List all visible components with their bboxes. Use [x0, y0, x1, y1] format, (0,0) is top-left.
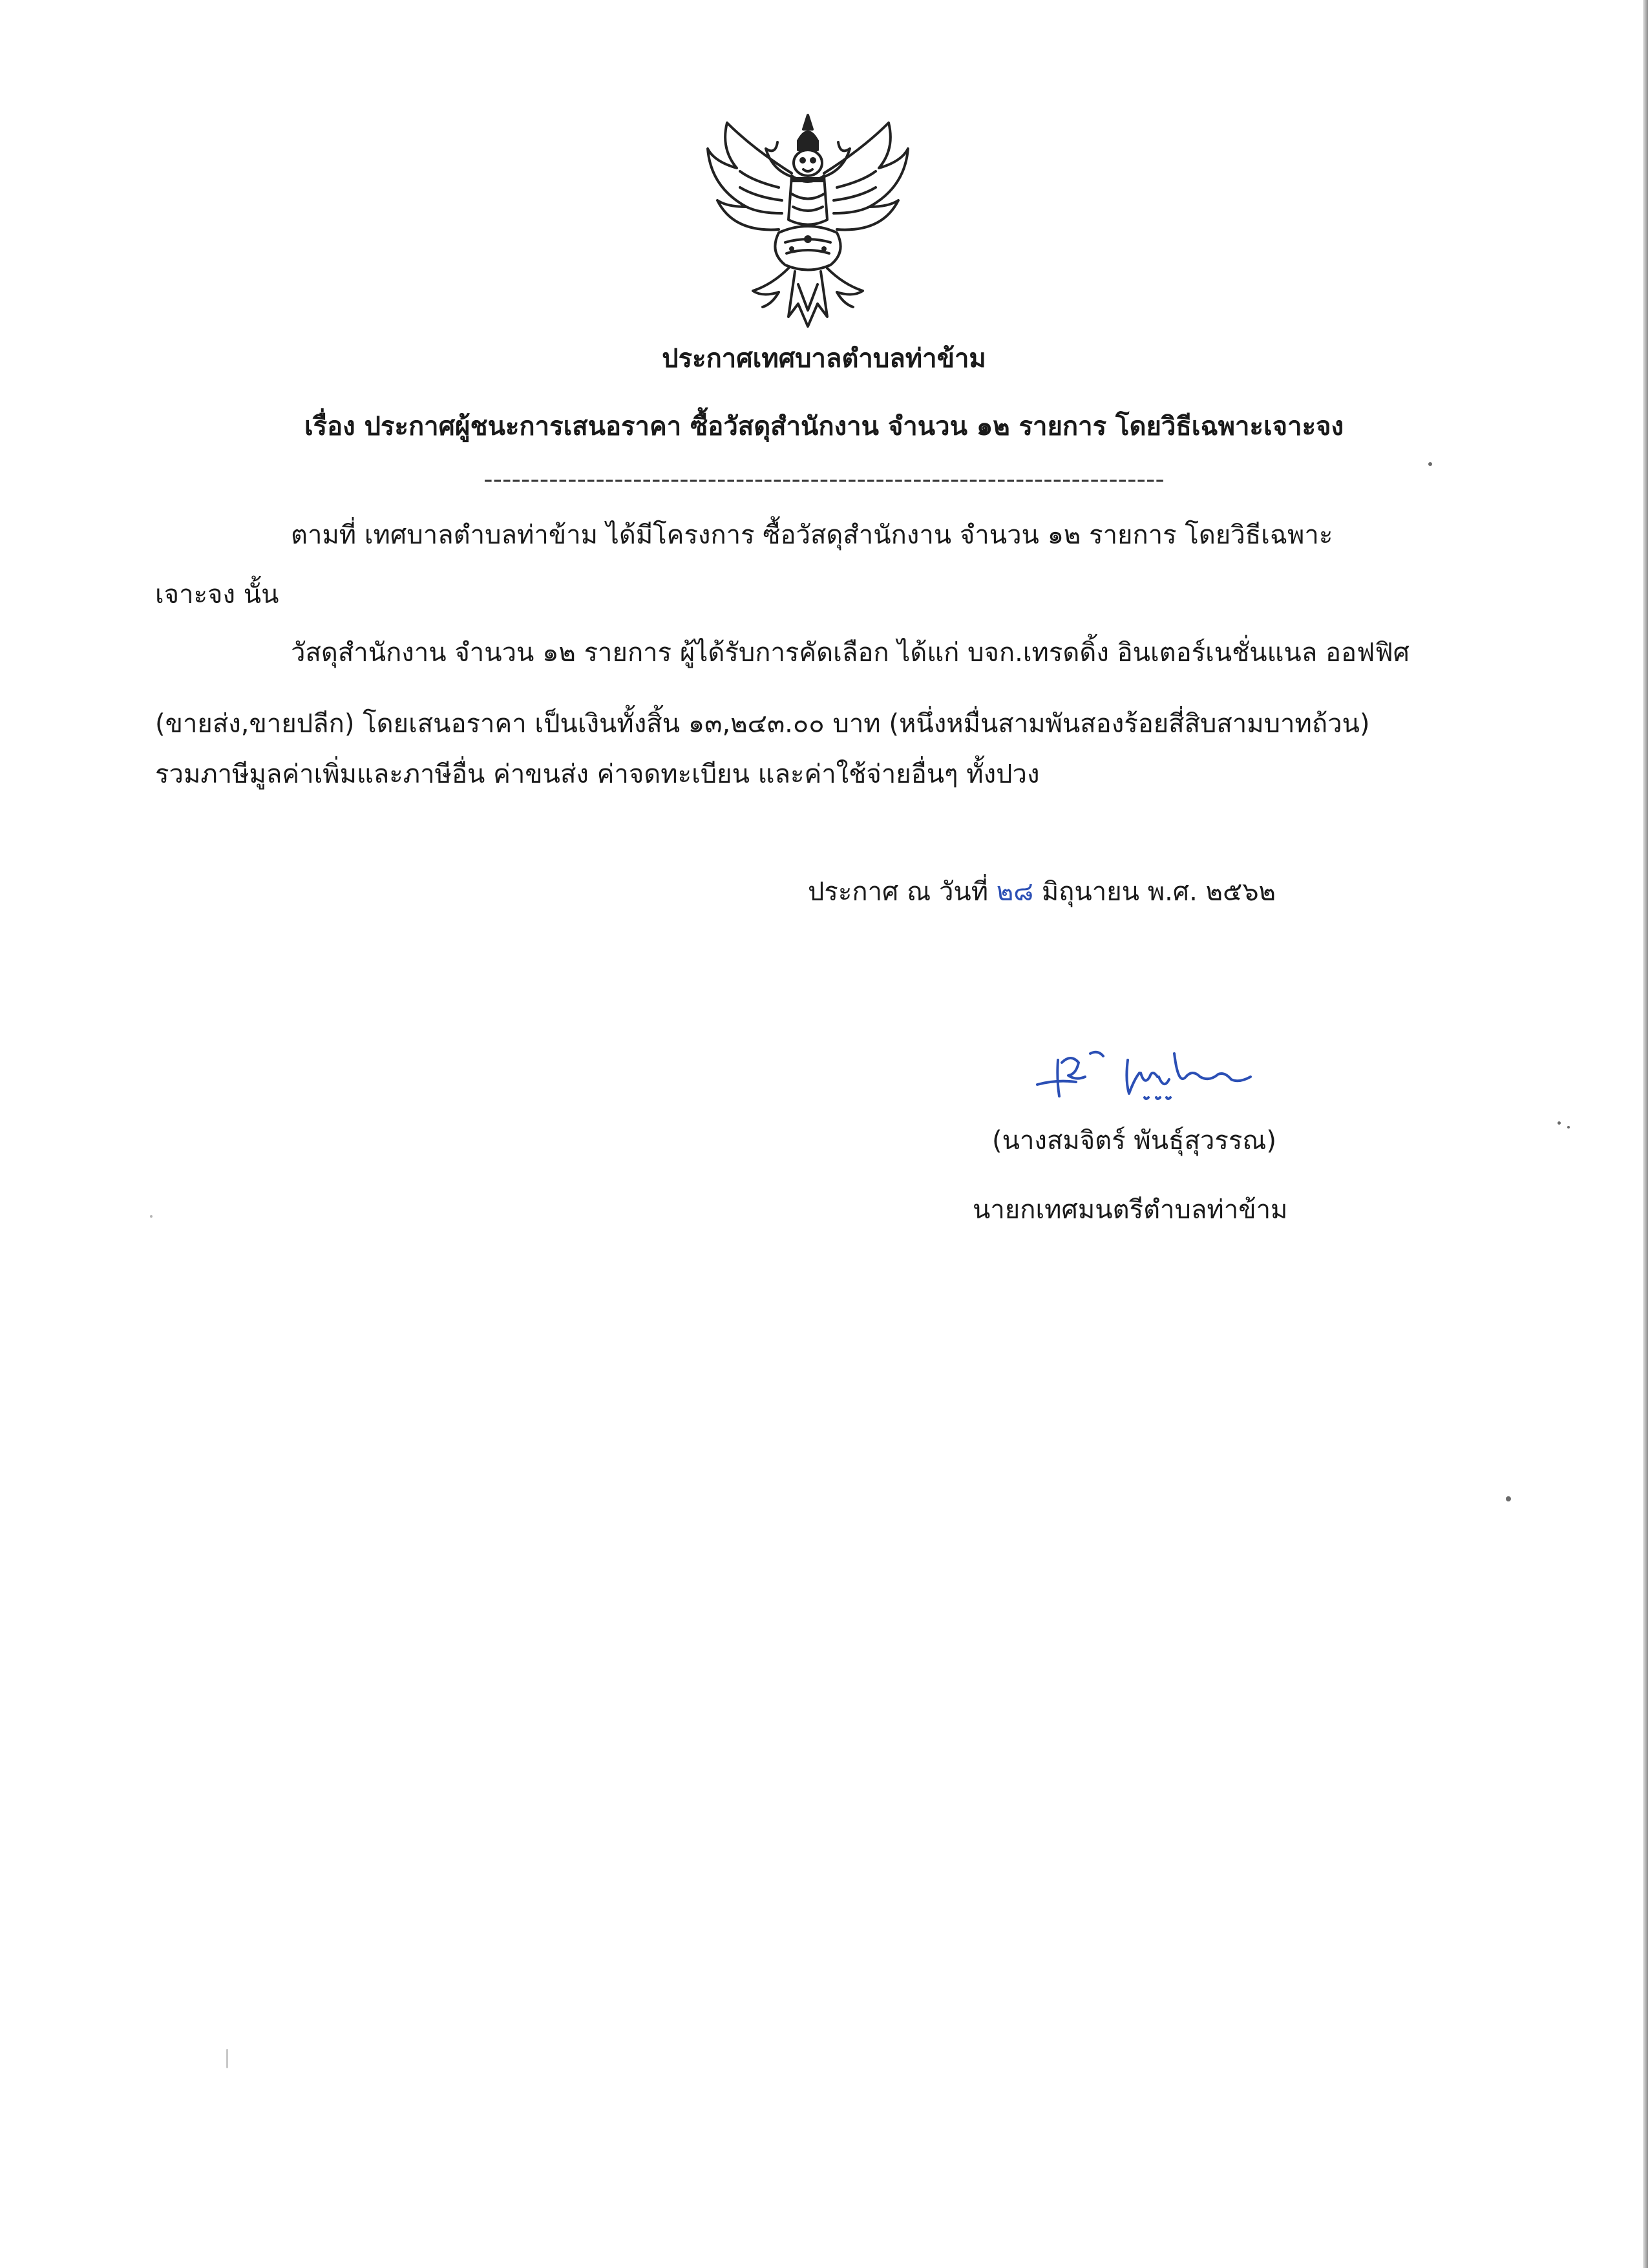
scan-speck — [1558, 1121, 1561, 1125]
scan-speck — [1506, 1496, 1511, 1501]
paragraph2-line2: (ขายส่ง,ขายปลีก) โดยเสนอราคา เป็นเงินทั้งสิ้น ๑๓,๒๔๓.๐๐ บาท (หนึ่งหมื่นสามพันสองร้อยสี่สิบสามบาทถ้วน) — [155, 709, 1370, 739]
separator-line: ------------------------------------------------------------------------- — [483, 465, 1165, 494]
date-day-handwritten: ๒๘ — [996, 877, 1034, 907]
scan-edge — [1643, 0, 1648, 2268]
scan-speck — [150, 1215, 153, 1218]
signatory-position: นายกเทศมนตรีตำบลท่าข้าม — [973, 1195, 1288, 1225]
date-prefix: ประกาศ ณ วันที่ — [808, 877, 989, 907]
scan-speck — [226, 2049, 228, 2068]
date-month-year: มิถุนายน พ.ศ. ๒๕๖๒ — [1041, 877, 1276, 907]
announcement-subject: เรื่อง ประกาศผู้ชนะการเสนอราคา ซื้อวัสดุสำนักงาน จำนวน ๑๒ รายการ โดยวิธีเฉพาะเจาะจง — [304, 412, 1344, 441]
scan-speck — [1428, 462, 1432, 466]
paragraph2-line1: วัสดุสำนักงาน จำนวน ๑๒ รายการ ผู้ได้รับการคัดเลือก ได้แก่ บจก.เทรดดิ้ง อินเตอร์เนชั่นแนล ออฟฟิศ — [291, 638, 1410, 668]
scan-speck — [1567, 1126, 1570, 1129]
paragraph2-line3: รวมภาษีมูลค่าเพิ่มและภาษีอื่น ค่าขนส่ง ค่าจดทะเบียน และค่าใช้จ่ายอื่นๆ ทั้งปวง — [155, 759, 1040, 789]
signatory-name: (นางสมจิตร์ พันธุ์สุวรรณ) — [992, 1126, 1277, 1156]
handwritten-signature — [1031, 1034, 1263, 1105]
paragraph1-line2: เจาะจง นั้น — [155, 580, 279, 609]
paragraph1-line1: ตามที่ เทศบาลตำบลท่าข้าม ได้มีโครงการ ซื้อวัสดุสำนักงาน จำนวน ๑๒ รายการ โดยวิธีเฉพาะ — [291, 520, 1333, 550]
garuda-emblem-icon — [701, 110, 914, 333]
announcement-date — [808, 879, 1276, 905]
announcement-title: ประกาศเทศบาลตำบลท่าข้าม — [662, 344, 986, 374]
